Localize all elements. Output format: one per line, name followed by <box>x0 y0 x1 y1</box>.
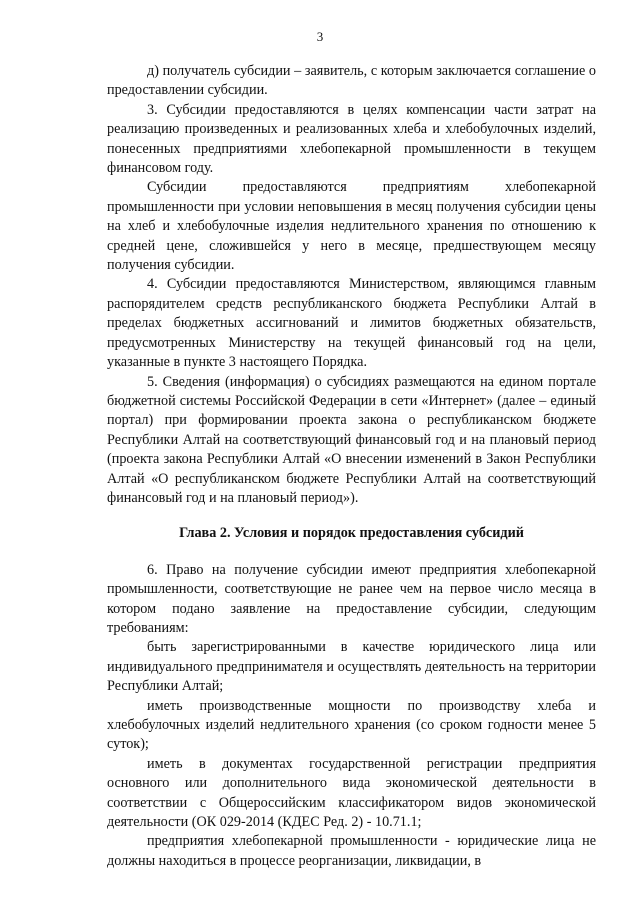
requirement-registration: быть зарегистрированными в качестве юридического лица или индивидуального предпринимателя и осуществлять деятельность на территории Республики Алтай; <box>107 639 596 695</box>
paragraph-clause-4: 4. Субсидии предоставляются Министерством, являющимся главным распорядителем средств республиканского бюджета Республики Алтай в пределах бюджетных ассигнований и лимитов бюджетных обязательств, предусмотренных Министерству на текущей финансовый год на цели, указанные в пункте 3 настоящего Порядка. <box>107 276 596 371</box>
page-number: 3 <box>316 29 324 44</box>
chapter-heading: Глава 2. Условия и порядок предоставления субсидий <box>179 525 524 542</box>
paragraph-recipient-definition: д) получатель субсидии – заявитель, с которым заключается соглашение о предоставлении субсидии. <box>107 63 596 99</box>
paragraph-clause-6: 6. Право на получение субсидии имеют предприятия хлебопекарной промышленности, соответствующие не ранее чем на первое число месяца в котором подано заявление на предоставление субсидии, следующим требованиям: <box>107 561 596 636</box>
paragraph-clause-5: 5. Сведения (информация) о субсидиях размещаются на едином портале бюджетной системы Российской Федерации в сети «Интернет» (далее – единый портал) при формировании проекта закона о республиканском бюджете Республики Алтай на соответствующий финансовый год и на плановый период (проекта закона Республики Алтай «О внесении изменений в Закон Республики Алтай «О республиканском бюджете Республики Алтай на соответствующий финансовый год и на плановый период»). <box>107 373 596 506</box>
requirement-no-reorganization: предприятия хлебопекарной промышленности - юридические лица не должны находиться в процессе реорганизации, ликвидации, в <box>107 833 596 869</box>
document-body <box>107 62 596 871</box>
requirement-okved: иметь в документах государственной регистрации предприятия основного или дополнительного вида экономической деятельности в соответствии с Общероссийским классификатором видов экономической деятельности (ОК 029-2014 (КДЕС Ред. 2) - 10.71.1; <box>107 755 596 831</box>
paragraph-clause-3: 3. Субсидии предоставляются в целях компенсации части затрат на реализацию произведенных и реализованных хлеба и хлебобулочных изделий, понесенных предприятиями хлебопекарной промышленности в текущем финансовом году. <box>107 101 596 177</box>
paragraph-price-condition: Субсидии предоставляются предприятиям хлебопекарной промышленности при условии неповышения в месяц получения субсидии цены на хлеб и хлебобулочные изделия недлительного хранения по отношению к средней цене, сложившейся у него в месяце, предшествующем месяцу получения субсидии. <box>107 179 596 274</box>
requirement-production-capacity: иметь производственные мощности по производству хлеба и хлебобулочных изделий недлительного хранения (со сроком годности менее 5 суток); <box>107 697 596 753</box>
